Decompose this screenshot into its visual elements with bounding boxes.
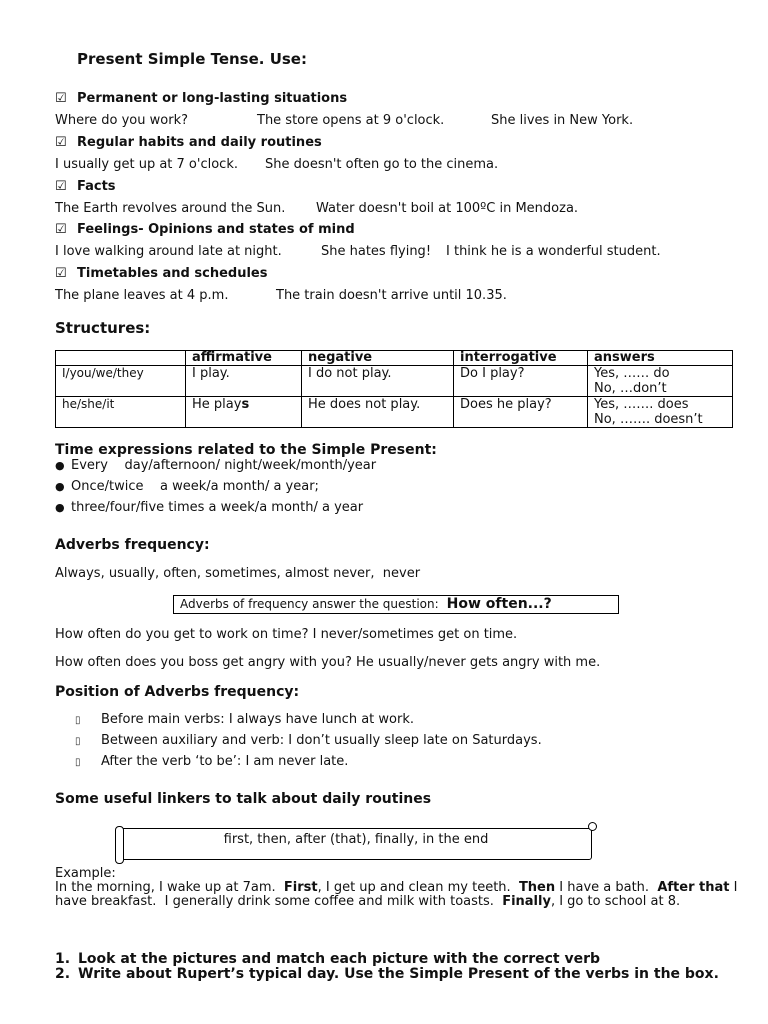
linker-word: After that	[657, 880, 730, 895]
list-item: ● Every day/afternoon/ night/week/month/year	[55, 458, 377, 473]
table-header	[56, 351, 186, 366]
use-example: The store opens at 9 o'clock.	[257, 113, 445, 128]
structures-table	[55, 350, 733, 428]
use-example: I think he is a wonderful student.	[446, 244, 661, 259]
checkbox-icon: ☑	[55, 91, 67, 106]
use-example: She doesn't often go to the cinema.	[265, 157, 499, 172]
checkbox-icon: ☑	[55, 179, 67, 194]
table-header: interrogative	[454, 351, 588, 366]
adverbs-example: How often does you boss get angry with you? He usually/never gets angry with me.	[55, 655, 601, 670]
use-example: The plane leaves at 4 p.m.	[55, 288, 229, 303]
bullet-icon: ●	[55, 459, 65, 472]
example-text-segment: , I go to school at 8.	[550, 894, 681, 909]
use-example: The Earth revolves around the Sun.	[55, 201, 286, 216]
task-item: 2. Write about Rupert’s typical day. Use the Simple Present of the verbs in the box.	[55, 966, 719, 982]
use-example: She hates flying!	[321, 244, 432, 259]
bullet-icon: ●	[55, 480, 65, 493]
example-label: Example:	[55, 866, 116, 881]
linkers-list: first, then, after (that), finally, in the end	[223, 832, 489, 847]
page-title: Present Simple Tense. Use:	[77, 50, 307, 68]
table-cell: He does not play.	[302, 397, 454, 428]
example-text	[55, 881, 745, 909]
use-example: The train doesn't arrive until 10.35.	[276, 288, 507, 303]
table-cell: I/you/we/they	[56, 366, 186, 397]
position-list	[75, 711, 542, 774]
example-text-segment: I have breakfast. I generally drink some coffee and milk with toasts.	[55, 880, 742, 909]
list-item: ● Once/twice a week/a month/ a year;	[55, 479, 319, 494]
linker-word: Then	[518, 880, 556, 895]
use-example: I love walking around late at night.	[55, 244, 282, 259]
example-text-segment: In the morning, I wake up at 7am.	[55, 880, 284, 895]
adverbs-list: Always, usually, often, sometimes, almost never, never	[55, 566, 421, 581]
table-header: answers	[588, 351, 733, 366]
table-cell: Do I play?	[454, 366, 588, 397]
use-example: She lives in New York.	[491, 113, 634, 128]
time-expressions-heading: Time expressions related to the Simple Present:	[55, 442, 437, 458]
example-text-segment: I have a bath.	[555, 880, 658, 895]
bullet-icon: ▯	[75, 736, 81, 747]
task-list	[55, 952, 719, 982]
table-cell: I play.	[186, 366, 302, 397]
how-often-box: Adverbs of frequency answer the question: How often...?	[173, 595, 619, 614]
table-row	[56, 397, 733, 428]
use-heading-facts: ☑ Facts	[55, 179, 116, 194]
table-cell: he/she/it	[56, 397, 186, 428]
position-heading: Position of Adverbs frequency:	[55, 684, 300, 700]
use-example: I usually get up at 7 o'clock.	[55, 157, 238, 172]
time-expressions-list	[55, 457, 376, 520]
use-heading-habits: ☑ Regular habits and daily routines	[55, 135, 322, 150]
checkbox-icon: ☑	[55, 222, 67, 237]
table-header: affirmative	[186, 351, 302, 366]
example-paragraph	[55, 867, 745, 909]
table-cell: Yes, …… do No, …don’t	[588, 366, 733, 397]
adverbs-example: How often do you get to work on time? I never/sometimes get on time.	[55, 627, 518, 642]
structures-heading: Structures:	[55, 319, 151, 337]
linker-word: First	[283, 880, 318, 895]
use-example: Water doesn't boil at 100ºC in Mendoza.	[316, 201, 579, 216]
task-item: 1. Look at the pictures and match each picture with the correct verb	[55, 951, 601, 967]
table-cell: He plays	[186, 397, 302, 428]
list-item: ▯ Before main verbs: I always have lunch at work.	[75, 711, 542, 732]
table-header-row	[56, 351, 733, 366]
linkers-scroll-banner	[118, 826, 594, 860]
bullet-icon: ▯	[75, 757, 81, 768]
table-cell: Yes, ……. does No, ……. doesn’t	[588, 397, 733, 428]
list-item: ▯ After the verb ‘to be’: I am never late.	[75, 753, 542, 774]
example-text-segment: , I get up and clean my teeth.	[317, 880, 519, 895]
checkbox-icon: ☑	[55, 135, 67, 150]
use-heading-feelings: ☑ Feelings- Opinions and states of mind	[55, 222, 355, 237]
table-header: negative	[302, 351, 454, 366]
use-heading-timetables: ☑ Timetables and schedules	[55, 266, 268, 281]
checkbox-icon: ☑	[55, 266, 67, 281]
use-example: Where do you work?	[55, 113, 188, 128]
bullet-icon: ●	[55, 501, 65, 514]
adverbs-heading: Adverbs frequency:	[55, 537, 210, 553]
linkers-heading: Some useful linkers to talk about daily routines	[55, 791, 432, 807]
table-cell: Does he play?	[454, 397, 588, 428]
linker-word: Finally	[502, 894, 551, 909]
table-row	[56, 366, 733, 397]
table-cell: I do not play.	[302, 366, 454, 397]
bullet-icon: ▯	[75, 715, 81, 726]
use-heading-permanent: ☑ Permanent or long-lasting situations	[55, 91, 348, 106]
list-item: ▯ Between auxiliary and verb: I don’t usually sleep late on Saturdays.	[75, 732, 542, 753]
list-item: ● three/four/five times a week/a month/ a year	[55, 500, 364, 515]
